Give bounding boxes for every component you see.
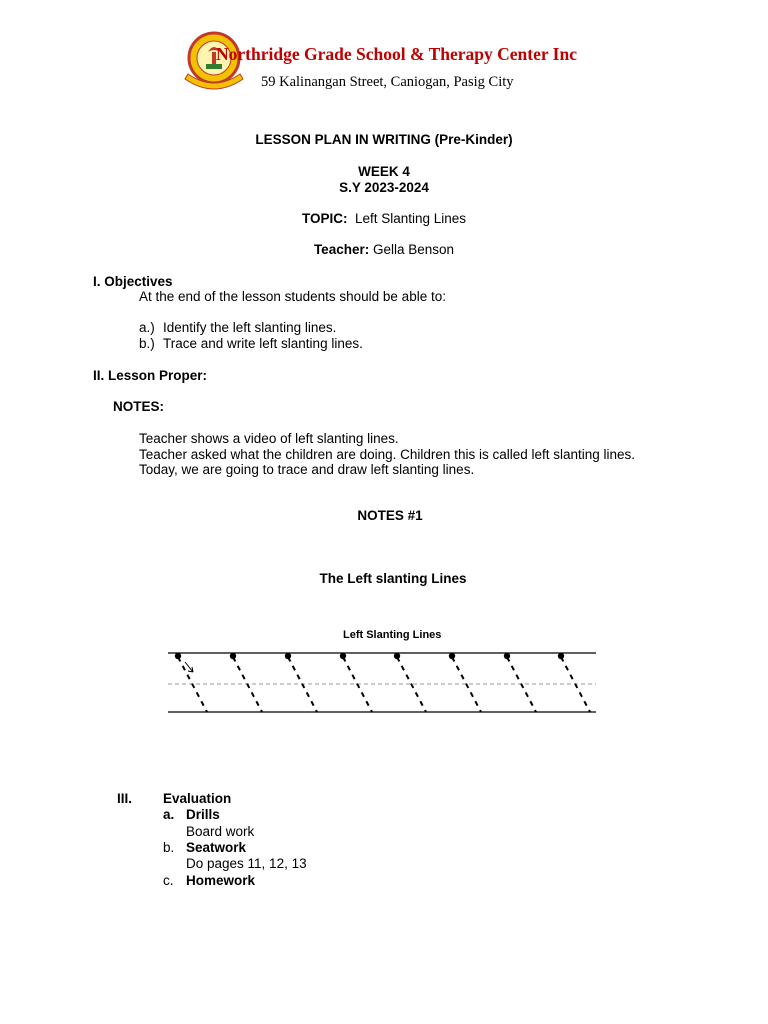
evaluation-item-homework: Homework	[186, 873, 256, 888]
school-address: 59 Kalinangan Street, Caniogan, Pasig City	[261, 74, 514, 90]
evaluation-detail-seatwork: Do pages 11, 12, 13	[186, 856, 307, 871]
school-name: Northridge Grade School & Therapy Center Inc	[216, 44, 577, 64]
notes-line-1: Teacher shows a video of left slanting lines.	[139, 431, 399, 446]
direction-arrow-icon	[185, 662, 193, 672]
topic-value: Left Slanting Lines	[354, 211, 467, 226]
start-dot	[175, 653, 181, 659]
worksheet-figure	[168, 650, 598, 716]
evaluation-detail-drills: Board work	[186, 824, 255, 839]
start-dot	[394, 653, 400, 659]
lesson-plan-title: LESSON PLAN IN WRITING (Pre-Kinder)	[255, 132, 513, 147]
objectives-heading: I. Objectives	[93, 274, 173, 289]
evaluation-marker-a: a.	[163, 807, 175, 822]
slanting-lines-worksheet	[168, 650, 598, 716]
objective-marker-b: b.)	[139, 336, 155, 351]
evaluation-item-drills: Drills	[186, 807, 220, 822]
lesson-proper-heading: II. Lesson Proper:	[93, 368, 208, 383]
start-dot	[230, 653, 236, 659]
notes-line-2: Teacher asked what the children are doing. Children this is called left slanting lines.	[139, 447, 636, 462]
start-dot	[285, 653, 291, 659]
slanting-trace-line	[288, 657, 317, 712]
objective-item-b: Trace and write left slanting lines.	[163, 336, 363, 351]
start-dot	[340, 653, 346, 659]
topic-line	[0, 211, 768, 226]
notes-line-3: Today, we are going to trace and draw left slanting lines.	[139, 462, 475, 477]
evaluation-marker-c: c.	[163, 873, 174, 888]
evaluation-item-seatwork: Seatwork	[186, 840, 247, 855]
start-dot	[504, 653, 510, 659]
week-label: WEEK 4	[358, 164, 410, 179]
teacher-line	[0, 242, 768, 257]
school-year: S.Y 2023-2024	[339, 180, 429, 195]
evaluation-marker-b: b.	[163, 840, 175, 855]
teacher-label: Teacher:	[313, 242, 370, 257]
evaluation-marker: III.	[117, 791, 133, 806]
notes-number: NOTES #1	[357, 508, 423, 523]
objective-item-a: Identify the left slanting lines.	[163, 320, 337, 335]
section-title: The Left slanting Lines	[319, 571, 467, 586]
teacher-value: Gella Benson	[372, 242, 455, 257]
objective-marker-a: a.)	[139, 320, 155, 335]
topic-label: TOPIC:	[301, 211, 348, 226]
slanting-trace-line	[233, 657, 262, 712]
evaluation-heading: Evaluation	[163, 791, 232, 806]
slanting-trace-line	[561, 657, 590, 712]
start-dot	[558, 653, 564, 659]
worksheet-title: Left Slanting Lines	[343, 629, 442, 641]
notes-label: NOTES:	[113, 399, 165, 414]
start-dot	[449, 653, 455, 659]
objectives-intro: At the end of the lesson students should be able to:	[139, 289, 446, 304]
